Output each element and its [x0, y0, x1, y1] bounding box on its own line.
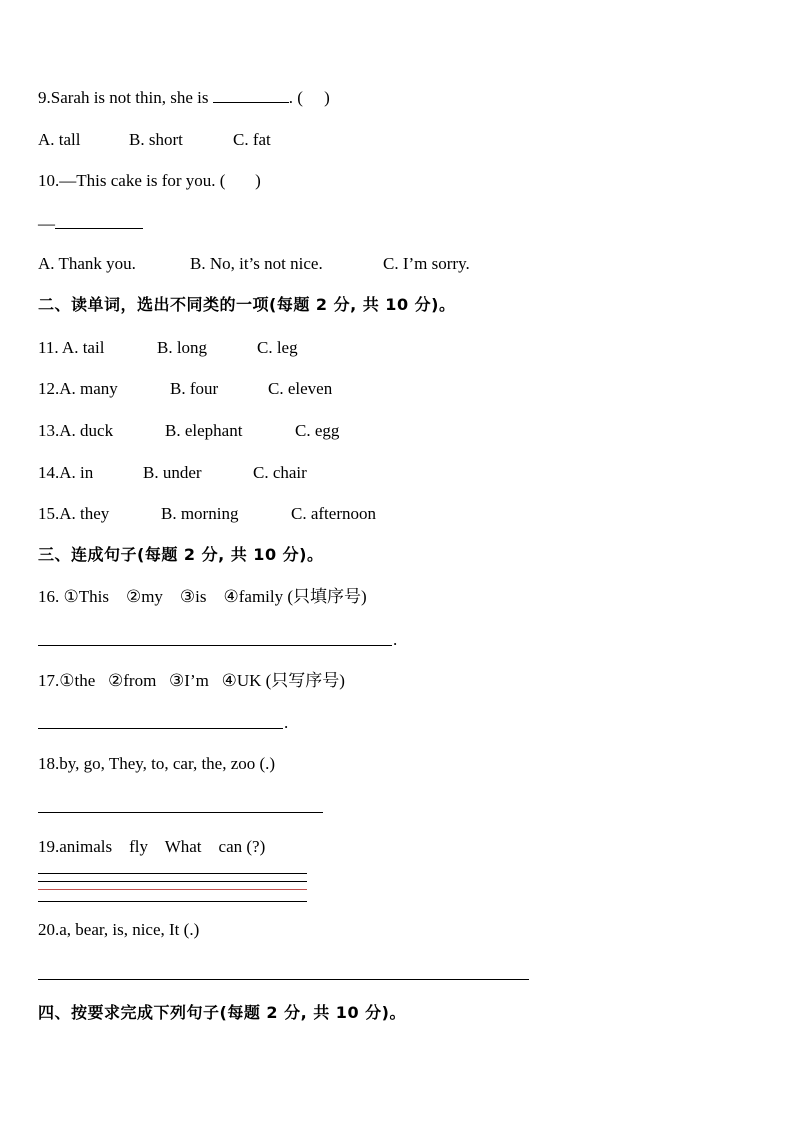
- writing-line-2: [38, 881, 307, 882]
- question-9-option-c[interactable]: C. fat: [233, 130, 271, 149]
- question-16-period: .: [393, 630, 398, 649]
- question-13-option-b[interactable]: B. elephant: [165, 421, 243, 440]
- question-11-option-a[interactable]: 11. A. tail: [38, 338, 105, 357]
- section-2-title: 二、读单词，选出不同类的一项(每题 2 分, 共 10 分)。: [38, 295, 456, 314]
- reply-dash: —: [38, 214, 55, 233]
- question-11-option-c[interactable]: C. leg: [257, 338, 298, 357]
- question-12-option-b[interactable]: B. four: [170, 379, 219, 398]
- question-18-answer-line[interactable]: [38, 812, 323, 813]
- question-12-option-c[interactable]: C. eleven: [268, 379, 333, 398]
- section-3-title: 三、连成句子(每题 2 分, 共 10 分)。: [38, 545, 324, 564]
- question-9-stem: [38, 88, 330, 108]
- question-17-text: 17.①the ②from ③I’m ④UK (只写序号): [38, 671, 345, 690]
- question-17-answer-line[interactable]: [38, 728, 283, 729]
- question-14-option-c[interactable]: C. chair: [253, 463, 307, 482]
- question-14-option-a[interactable]: 14.A. in: [38, 463, 94, 482]
- question-17-period: .: [284, 713, 289, 732]
- question-12-option-a[interactable]: 12.A. many: [38, 379, 118, 398]
- question-18-text: 18.by, go, They, to, car, the, zoo (.): [38, 754, 276, 773]
- question-20-answer-line[interactable]: [38, 979, 529, 980]
- question-10-blank[interactable]: [55, 214, 143, 229]
- question-10-option-c[interactable]: C. I’m sorry.: [383, 254, 470, 273]
- question-9-text: 9.Sarah is not thin, she is: [38, 88, 213, 107]
- section-4-title: 四、按要求完成下列句子(每题 2 分, 共 10 分)。: [38, 1003, 406, 1022]
- question-10-option-b[interactable]: B. No, it’s not nice.: [190, 254, 323, 273]
- question-15-option-b[interactable]: B. morning: [161, 504, 239, 523]
- question-20-text: 20.a, bear, is, nice, It (.): [38, 920, 200, 939]
- question-10-option-a[interactable]: A. Thank you.: [38, 254, 136, 273]
- question-9-option-b[interactable]: B. short: [129, 130, 183, 149]
- question-16-text: 16. ①This ②my ③is ④family (只填序号): [38, 587, 367, 606]
- question-11-option-b[interactable]: B. long: [157, 338, 208, 357]
- question-9-paren: . ( ): [288, 88, 330, 107]
- question-13-option-a[interactable]: 13.A. duck: [38, 421, 114, 440]
- question-13-option-c[interactable]: C. egg: [295, 421, 340, 440]
- question-9-blank[interactable]: [213, 88, 289, 103]
- question-16-answer-line[interactable]: [38, 645, 392, 646]
- question-10-stem: 10.—This cake is for you. ( ): [38, 171, 261, 190]
- writing-line-1: [38, 873, 307, 874]
- question-10-reply: [38, 214, 143, 234]
- question-9-option-a[interactable]: A. tall: [38, 130, 81, 149]
- question-19-text: 19.animals fly What can (?): [38, 837, 266, 856]
- question-15-option-c[interactable]: C. afternoon: [291, 504, 376, 523]
- writing-line-4[interactable]: [38, 901, 307, 902]
- writing-line-3-red: [38, 889, 307, 890]
- question-15-option-a[interactable]: 15.A. they: [38, 504, 110, 523]
- question-14-option-b[interactable]: B. under: [143, 463, 202, 482]
